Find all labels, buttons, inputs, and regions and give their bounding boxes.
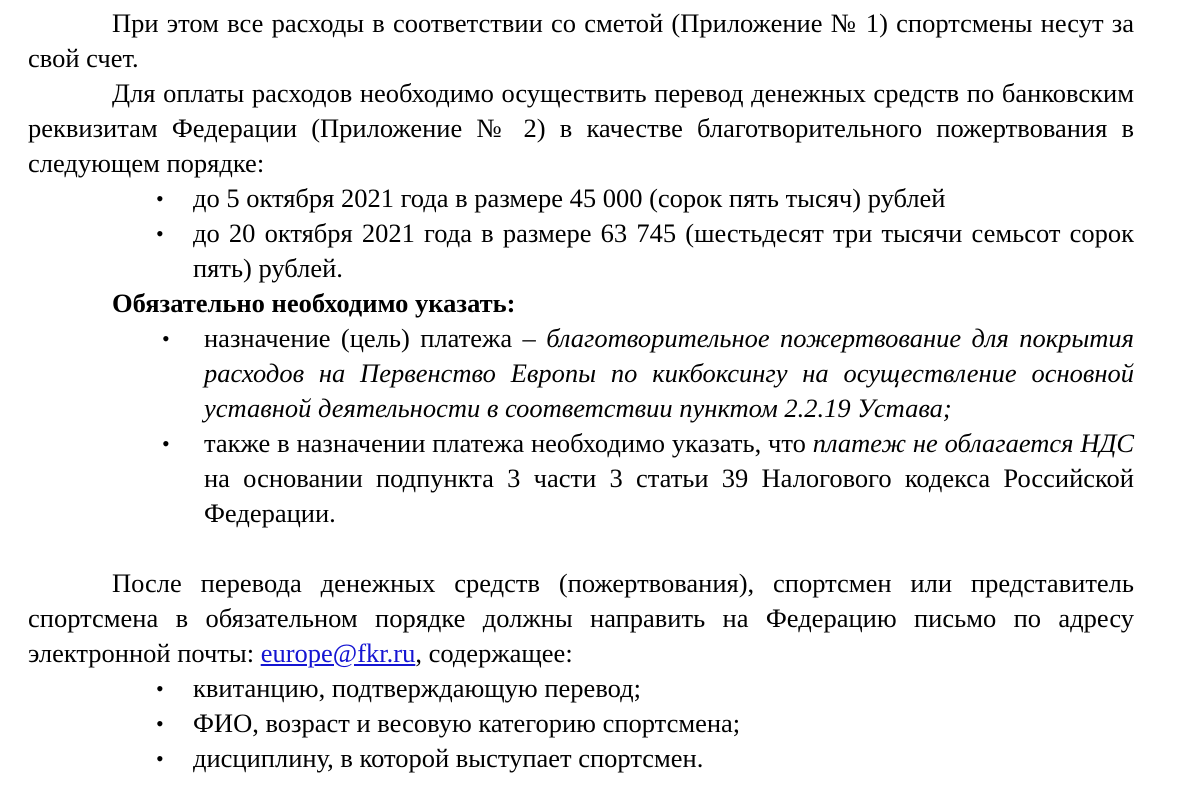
list-item [28,671,1134,706]
list-item [28,216,1134,286]
purpose-requirements-list [28,321,1134,531]
list-item-text-regular: также в назначении платежа необходимо указать, что [204,428,813,458]
payment-schedule-list [28,181,1134,286]
list-item-text: до 5 октября 2021 года в размере 45 000 (сорок пять тысяч) рублей [193,183,946,213]
list-item-text-italic: платеж не облагается НДС [812,428,1135,458]
bullet-icon: • [156,221,164,246]
list-item [28,426,1134,531]
list-item [28,741,1134,776]
paragraph-send-letter-text-before: После перевода денежных средств (пожертвования), спортсмен или представитель спортсмена в обязательном порядке должны направить на Федерацию письмо по адресу электронной почты: [28,568,1134,668]
list-item-text: квитанцию, подтверждающую перевод; [193,673,641,703]
list-item-text: до 20 октября 2021 года в размере 63 745 (шестьдесят три тысячи семьсот сорок пять) рублей. [193,218,1134,283]
letter-contents-list [28,671,1134,776]
heading-mandatory-to-specify: Обязательно необходимо указать: [112,288,516,318]
email-link[interactable]: europe@fkr.ru [260,638,416,668]
bullet-icon: • [156,186,164,211]
bullet-icon: • [162,326,170,351]
list-item [28,706,1134,741]
paragraph-send-letter [28,566,1134,671]
list-item-text: дисциплину, в которой выступает спортсмен. [193,743,704,773]
document-body [28,6,1134,776]
list-item-text-regular-2: на основании подпункта 3 части 3 статьи 39 Налогового кодекса Российской Федерации. [204,463,1134,528]
paragraph-expenses-at-own-cost: При этом все расходы в соответствии со сметой (Приложение № 1) спортсмены несут за свой счет. [28,8,1134,73]
bullet-icon: • [162,431,170,456]
list-item-text-italic: благотворительное пожертвование для покрытия расходов на Первенство Европы по кикбоксингу на осуществление основной уставной деятельности в соответствии пунктом 2.2.19 Устава; [204,323,1134,423]
paragraph-payment-instructions: Для оплаты расходов необходимо осуществить перевод денежных средств по банковским реквизитам Федерации (Приложение № 2) в качестве благотворительного пожертвования в следующем порядке: [28,78,1134,178]
list-item-text: ФИО, возраст и весовую категорию спортсмена; [193,708,741,738]
list-item [28,321,1134,426]
paragraph-spacer [28,531,1134,566]
list-item [28,181,1134,216]
bullet-icon: • [156,711,164,736]
bullet-icon: • [156,676,164,701]
list-item-text-regular: назначение (цель) платежа – [204,323,547,353]
paragraph-send-letter-text-after: , содержащее: [415,638,573,668]
bullet-icon: • [156,746,164,771]
